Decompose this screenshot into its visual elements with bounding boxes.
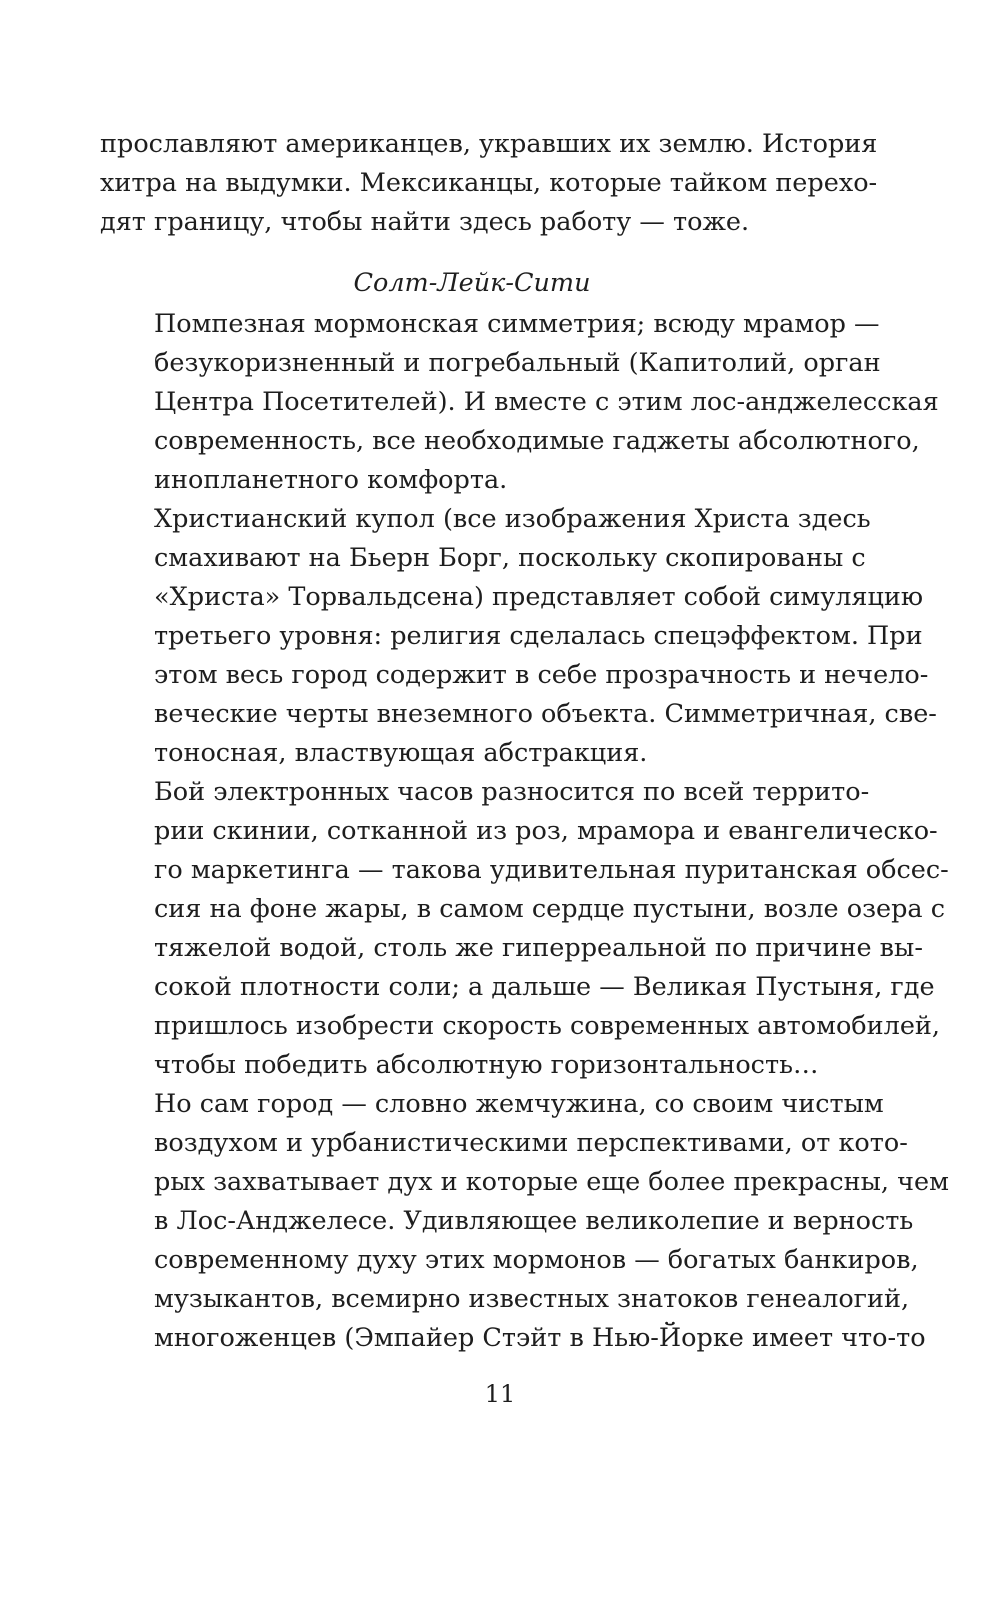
text-line: рых захватывает дух и которые еще более прекрасны, чем <box>154 1167 949 1197</box>
text-line: сия на фоне жары, в самом сердце пустыни, возле озера с <box>154 894 945 924</box>
text-line: го маркетинга — такова удивительная пуританская обсес- <box>154 855 949 885</box>
text-line: Бой электронных часов разносится по всей террито- <box>154 777 870 807</box>
paragraph <box>100 773 949 1085</box>
text-line: Христианский купол (все изображения Христа здесь <box>154 504 871 534</box>
text-line: тяжелой водой, столь же гиперреальной по причине вы- <box>154 933 923 963</box>
text-line: инопланетного комфорта. <box>154 465 508 495</box>
text-line: пришлось изобрести скорость современных автомобилей, <box>154 1011 941 1041</box>
continued-paragraph <box>100 125 878 242</box>
page-text <box>100 125 949 1358</box>
paragraph <box>100 1085 949 1358</box>
text-line: Центра Посетителей). И вместе с этим лос-анджелесская <box>154 387 939 417</box>
text-line: современность, все необходимые гаджеты абсолютного, <box>154 426 920 456</box>
text-line: дят границу, чтобы найти здесь работу — тоже. <box>100 207 750 237</box>
page-number: 11 <box>484 1380 516 1408</box>
text-line: многоженцев (Эмпайер Стэйт в Нью-Йорке имеет что-то <box>154 1323 926 1353</box>
paragraph <box>100 305 939 500</box>
text-line: Но сам город — словно жемчужина, со своим чистым <box>154 1089 884 1119</box>
text-line: «Христа» Торвальдсена) представляет собой симуляцию <box>154 582 924 612</box>
section-heading: Солт-Лейк-Сити <box>353 268 591 298</box>
text-line: Помпезная мормонская симметрия; всюду мрамор — <box>154 309 880 339</box>
text-line: безукоризненный и погребальный (Капитолий, орган <box>154 348 881 378</box>
text-line: тоносная, властвующая абстракция. <box>154 738 648 768</box>
text-line: современному духу этих мормонов — богатых банкиров, <box>154 1245 919 1275</box>
text-line: смахивают на Бьерн Борг, поскольку скопированы с <box>154 543 866 573</box>
text-line: музыкантов, всемирно известных знатоков генеалогий, <box>154 1284 910 1314</box>
text-line: хитра на выдумки. Мексиканцы, которые тайком перехо- <box>100 168 878 198</box>
text-line: сокой плотности соли; а дальше — Великая Пустыня, где <box>154 972 935 1002</box>
text-line: воздухом и урбанистическими перспективами, от кото- <box>154 1128 908 1158</box>
text-line: прославляют американцев, укравших их землю. История <box>100 129 878 159</box>
text-line: в Лос-Анджелесе. Удивляющее великолепие и верность <box>154 1206 914 1236</box>
text-line: третьего уровня: религия сделалась спецэффектом. При <box>154 621 923 651</box>
text-line: веческие черты внеземного объекта. Симметричная, све- <box>154 699 937 729</box>
text-line: чтобы победить абсолютную горизонтальность… <box>154 1050 819 1080</box>
text-line: рии скинии, сотканной из роз, мрамора и евангелическо- <box>154 816 938 846</box>
text-line: этом весь город содержит в себе прозрачность и нечело- <box>154 660 929 690</box>
paragraph <box>100 500 937 773</box>
